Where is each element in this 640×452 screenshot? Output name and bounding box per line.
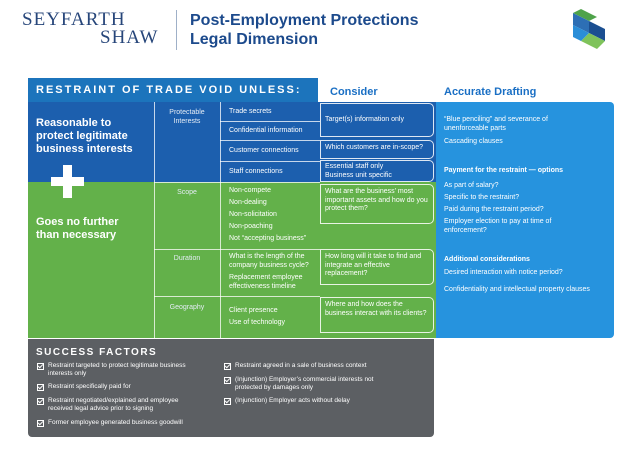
checkbox-icon (224, 363, 231, 370)
header-divider (176, 10, 177, 50)
scope-item: Non-compete (229, 187, 272, 194)
grid-line (220, 140, 320, 141)
payment-option: Employer election to pay at time of enforcement? (444, 218, 552, 234)
page-title-line1: Post-Employment Protections (190, 12, 419, 29)
page-title (190, 11, 418, 49)
checkbox-icon (37, 398, 44, 405)
checkbox-icon (37, 420, 44, 427)
duration-item: What is the length of the company business cycle? (229, 253, 309, 269)
success-factor: (Injunction) Employer’s commercial interests not protected by damages only (235, 376, 374, 391)
drafting-cascading: Cascading clauses (444, 138, 503, 145)
checkbox-icon (37, 363, 44, 370)
success-factor: Former employee generated business goodwill (48, 419, 183, 426)
consider-item: What are the business’ most important assets and how do you protect them? (320, 184, 434, 224)
scope-item: Non-dealing (229, 199, 267, 206)
success-factors-heading: SUCCESS FACTORS (36, 347, 158, 358)
grid-line (220, 121, 320, 122)
scope-item: Non-poaching (229, 223, 273, 230)
consider-item: How long will it take to find and integrate an effective replacement? (320, 249, 434, 285)
logo-word-seyfarth: SEYFARTH (22, 9, 126, 30)
plus-icon-bar (51, 177, 84, 186)
success-factor: (Injunction) Employer acts without delay (235, 397, 350, 404)
success-factor: Restraint specifically paid for (48, 383, 131, 390)
consider-item: Target(s) information only (320, 103, 434, 137)
duration-item: Replacement employee effectiveness timeline (229, 274, 303, 290)
drafting-heading: Accurate Drafting (444, 86, 537, 98)
geography-item: Use of technology (229, 319, 286, 326)
restraint-header: RESTRAINT OF TRADE VOID UNLESS: (28, 78, 318, 102)
consider-item: Where and how does the business interact with its clients? (320, 297, 434, 333)
checkbox-icon (37, 384, 44, 391)
payment-option: As part of salary? (444, 182, 499, 189)
category-geography: Geography (169, 304, 205, 311)
seyfarth-shaw-logo (22, 10, 172, 50)
success-factor: Restraint targeted to protect legitimate business interests only (48, 362, 186, 377)
protectable-item: Staff connections (229, 168, 283, 175)
checkbox-icon (224, 377, 231, 384)
drafting-blue-penciling: “Blue penciling” and severance of unenforceable parts (444, 116, 548, 132)
payment-heading: Payment for the restraint — options (444, 167, 564, 174)
consider-item: Which customers are in-scope? (320, 140, 434, 159)
consider-heading: Consider (330, 86, 378, 98)
category-scope: Scope (177, 189, 197, 196)
payment-option: Paid during the restraint period? (444, 206, 544, 213)
checkbox-icon (224, 398, 231, 405)
grid-line (154, 182, 320, 183)
success-factor: Restraint negotiated/explained and employee received legal advice prior to signing (48, 397, 179, 412)
category-duration: Duration (173, 255, 201, 262)
payment-option: Specific to the restraint? (444, 194, 520, 201)
category-protectable-interests: Protectable Interests (169, 109, 205, 125)
protectable-item: Customer connections (229, 147, 299, 154)
additional-item: Desired interaction with notice period? (444, 269, 563, 276)
protectable-item: Confidential information (229, 127, 303, 134)
grid-line (154, 249, 320, 250)
page-title-line2: Legal Dimension (190, 31, 319, 48)
grid-line (154, 102, 155, 338)
success-factor: Restraint agreed in a sale of business context (235, 362, 367, 369)
additional-heading: Additional considerations (444, 256, 530, 263)
consider-item: Essential staff only Business unit specific (320, 160, 434, 182)
grid-line (220, 161, 320, 162)
necessity-criterion: Goes no further than necessary (36, 216, 119, 241)
grid-line (154, 296, 320, 297)
additional-item: Confidentiality and intellectual property clauses (444, 286, 590, 293)
interest-criterion: Reasonable to protect legitimate business interests (36, 117, 133, 155)
protectable-item: Trade secrets (229, 108, 272, 115)
logo-word-shaw: SHAW (100, 27, 159, 48)
grid-line (220, 102, 221, 338)
scope-item: Not “accepting business” (229, 235, 307, 242)
scope-item: Non-solicitation (229, 211, 277, 218)
geography-item: Client presence (229, 307, 278, 314)
brand-mark-icon (572, 7, 606, 51)
